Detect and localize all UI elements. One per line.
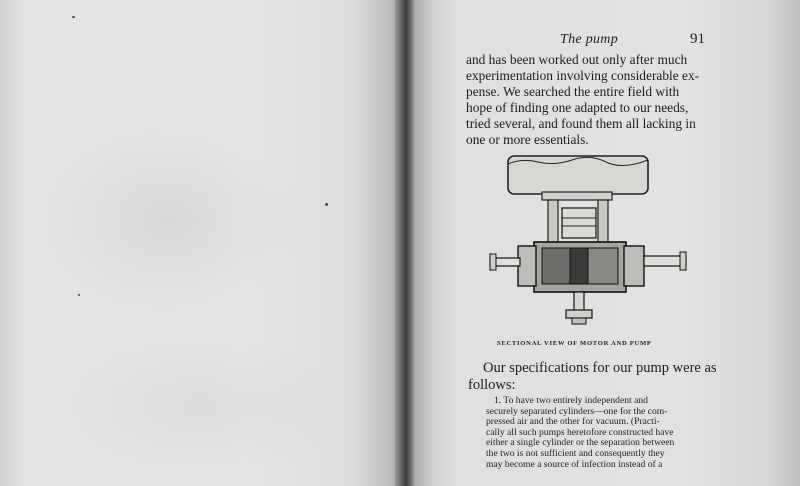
- paragraph-line: pense. We searched the entire field with: [466, 84, 680, 99]
- spec-line: pressed air and the other for vacuum. (Practi-: [486, 416, 660, 428]
- intro-line: follows:: [468, 377, 516, 393]
- piston: [570, 248, 588, 284]
- paragraph-line: experimentation involving considerable ex-: [466, 68, 700, 83]
- drain-stem: [574, 292, 584, 312]
- pipe-right-end: [680, 252, 686, 270]
- spec-line: the two is not sufficient and consequently they: [486, 447, 665, 459]
- spec-line: may become a source of infection instead of a: [486, 458, 663, 470]
- intro-line: Our specifications for our pump were as: [483, 360, 717, 376]
- page-number: 91: [690, 31, 705, 47]
- paragraph-line: and has been worked out only after much: [466, 52, 688, 67]
- paper-stain: [60, 330, 340, 480]
- paper-stain: [40, 120, 300, 320]
- pump-sectional-diagram: [486, 152, 690, 328]
- running-head: The pump: [560, 32, 619, 47]
- pipe-left-end: [490, 254, 496, 270]
- valve-housing-left: [518, 246, 536, 286]
- drain-cap: [572, 318, 586, 324]
- motor-housing: [508, 156, 648, 194]
- paragraph-line: tried several, and found them all lacking in: [466, 116, 696, 131]
- spec-line: either a single cylinder or the separation between: [486, 437, 675, 449]
- figure-caption: SECTIONAL VIEW OF MOTOR AND PUMP: [497, 340, 652, 347]
- cylinder-chamber-right: [586, 248, 618, 284]
- spec-line: 1. To have two entirely independent and: [494, 395, 648, 406]
- paper-speck: [72, 16, 75, 18]
- specifications-intro: [468, 360, 717, 394]
- frame-column-right: [598, 200, 608, 246]
- motor-base: [542, 192, 612, 200]
- valve-housing-right: [624, 246, 644, 286]
- cylinder-chamber-left: [542, 248, 572, 284]
- crank-block: [562, 208, 596, 238]
- paragraph-line: hope of finding one adapted to our needs,: [466, 100, 689, 115]
- frame-column-left: [548, 200, 558, 246]
- paragraph-line: one or more essentials.: [466, 132, 589, 147]
- specification-item-1: [486, 396, 696, 470]
- paper-speck: [78, 294, 80, 296]
- drain-foot: [566, 310, 592, 318]
- paper-speck: [325, 203, 328, 206]
- spec-line: securely separated cylinders—one for the com-: [486, 405, 668, 417]
- spec-line: cally all such pumps heretofore constructed have: [486, 426, 674, 438]
- body-paragraph: [466, 52, 714, 148]
